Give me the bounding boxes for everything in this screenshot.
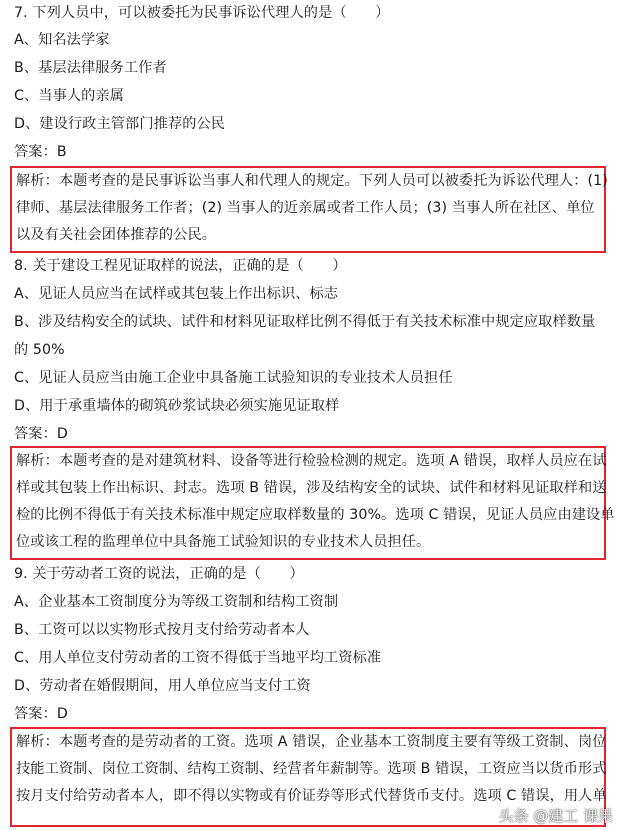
analysis-line: 位或该工程的监理单位中具备施工试验知识的专业技术人员担任。 bbox=[16, 534, 431, 550]
question-8-answer: 答案：D bbox=[14, 426, 68, 442]
analysis-line: 技能工资制、岗位工资制、结构工资制、经营者年薪制等。选项 B 错误，工资应当以货币形式 bbox=[16, 761, 607, 777]
watermark bbox=[498, 805, 613, 826]
analysis-line: 以及有关社会团体推荐的公民。 bbox=[16, 227, 217, 243]
analysis-line: 解析：本题考查的是对建筑材料、设备等进行检验检测的规定。选项 A 错误，取样人员应在试 bbox=[16, 453, 607, 469]
analysis-line: 律师、基层法律服务工作者；(2) 当事人的近亲属或者工作人员；(3) 当事人所在社区、单位 bbox=[16, 200, 595, 216]
question-8-option-d: D、用于承重墙体的砌筑砂浆试块必须实施见证取样 bbox=[14, 398, 340, 414]
analysis-line: 解析：本题考查的是民事诉讼当事人和代理人的规定。下列人员可以被委托为诉讼代理人：(1) bbox=[16, 173, 608, 189]
question-8-option-b-continued: 的 50% bbox=[14, 342, 65, 358]
question-7-option-d: D、建设行政主管部门推荐的公民 bbox=[14, 116, 226, 132]
analysis-line: 按月支付给劳动者本人，即不得以实物或有价证券等形式代替货币支付。选项 C 错误，用人单 bbox=[16, 788, 607, 804]
question-9-stem: 9. 关于劳动者工资的说法，正确的是（ ） bbox=[14, 566, 304, 582]
question-7-answer: 答案：B bbox=[14, 144, 67, 160]
analysis-line: 检的比例不得低于有关技术标准中规定应取样数量的 30%。选项 C 错误，见证人员应由建设单 bbox=[16, 507, 615, 523]
question-9-option-d: D、劳动者在婚假期间，用人单位应当支付工资 bbox=[14, 678, 311, 694]
watermark-text: 头条 @建工 课果 bbox=[498, 807, 613, 825]
question-8-option-c: C、见证人员应当由施工企业中具备施工试验知识的专业技术人员担任 bbox=[14, 370, 453, 386]
question-7-option-b: B、基层法律服务工作者 bbox=[14, 60, 167, 76]
question-7-analysis-box bbox=[10, 166, 606, 253]
question-8-option-b: B、涉及结构安全的试块、试件和材料见证取样比例不得低于有关技术标准中规定应取样数量 bbox=[14, 314, 596, 330]
question-9-answer: 答案：D bbox=[14, 706, 68, 722]
question-9-option-c: C、用人单位支付劳动者的工资不得低于当地平均工资标准 bbox=[14, 650, 382, 666]
question-7-option-c: C、当事人的亲属 bbox=[14, 88, 125, 104]
question-8-analysis-box bbox=[10, 446, 615, 560]
analysis-line: 样或其包装上作出标识、封志。选项 B 错误，涉及结构安全的试块、试件和材料见证取样和送 bbox=[16, 480, 607, 496]
question-9-option-b: B、工资可以以实物形式按月支付给劳动者本人 bbox=[14, 622, 310, 638]
question-7-option-a: A、知名法学家 bbox=[14, 32, 110, 48]
question-9-option-a: A、企业基本工资制度分为等级工资制和结构工资制 bbox=[14, 594, 339, 610]
question-8-option-a: A、见证人员应当在试样或其包装上作出标识、标志 bbox=[14, 286, 339, 302]
question-8-stem: 8. 关于建设工程见证取样的说法，正确的是（ ） bbox=[14, 258, 347, 274]
analysis-line: 解析：本题考查的是劳动者的工资。选项 A 错误，企业基本工资制度主要有等级工资制、岗位 bbox=[16, 734, 607, 750]
question-7-stem: 7. 下列人员中，可以被委托为民事诉讼代理人的是（ ） bbox=[14, 5, 390, 21]
